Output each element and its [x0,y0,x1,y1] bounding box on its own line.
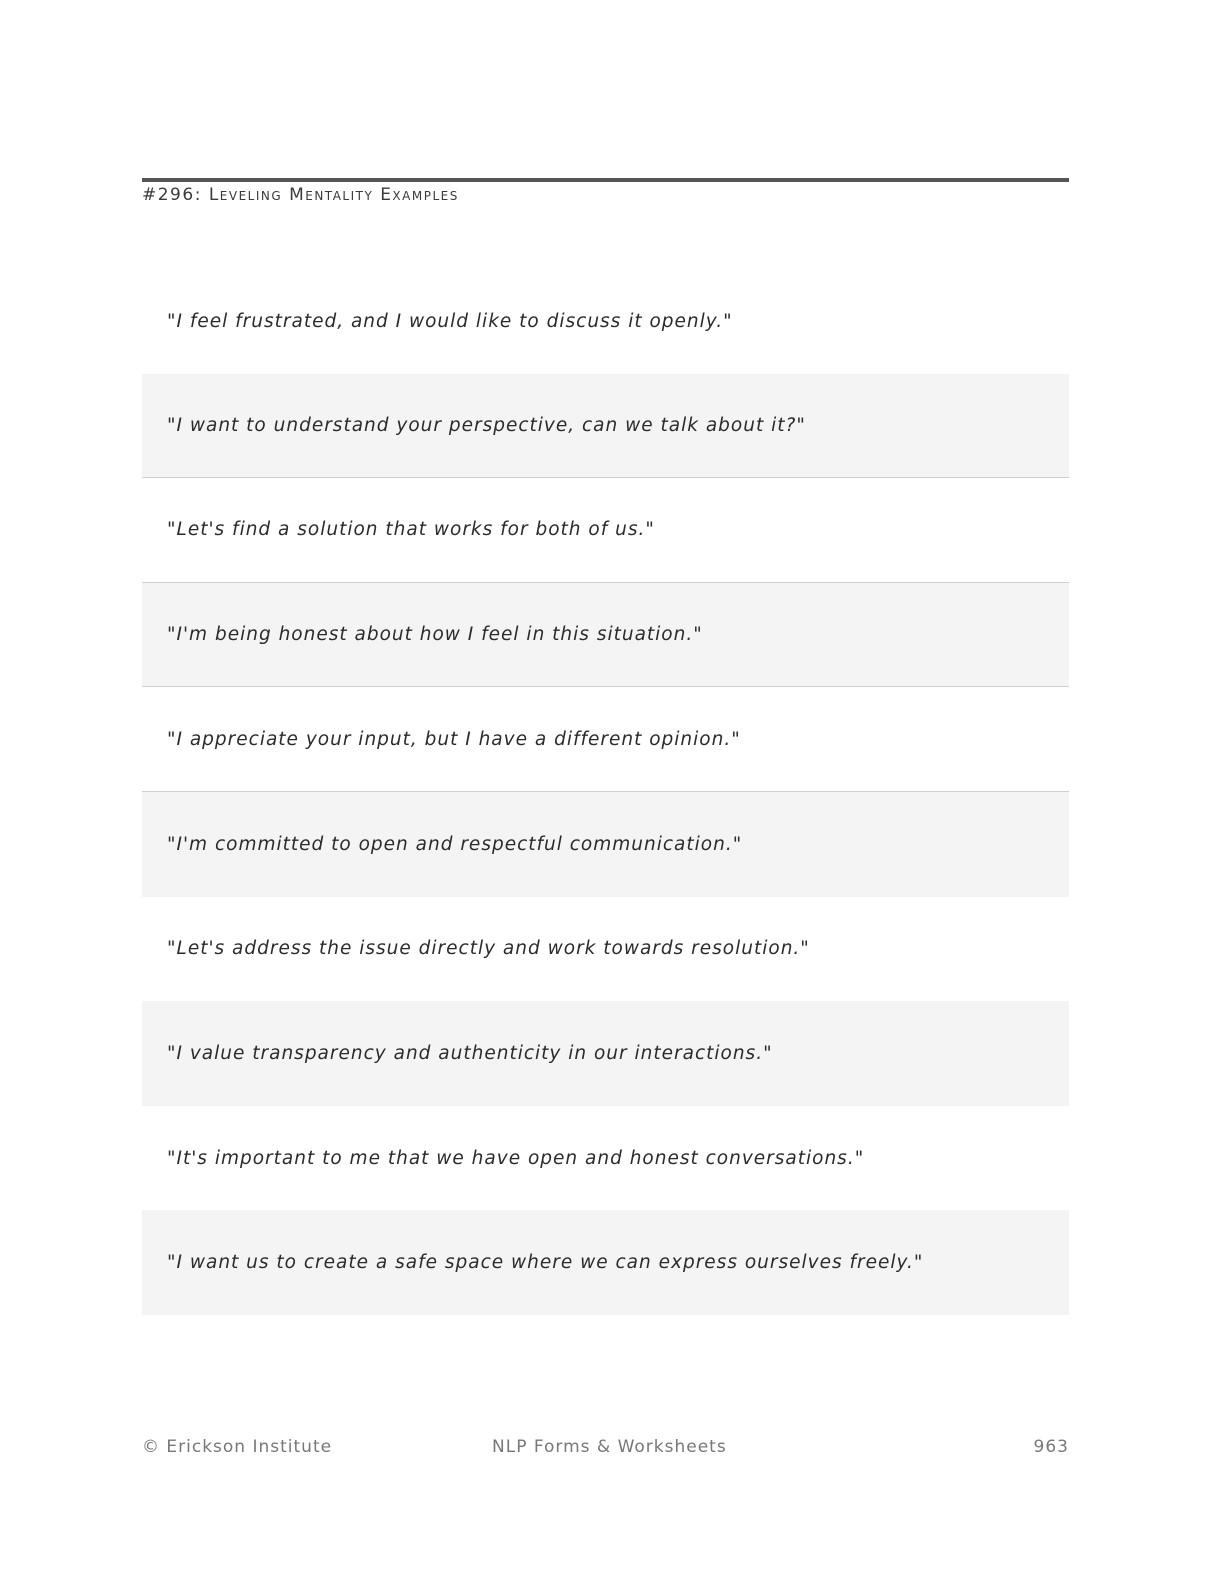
example-row [142,374,1069,479]
example-row [142,1210,1069,1315]
example-text: "I value transparency and authenticity in our interactions." [167,1042,773,1064]
footer-page-number: 963 [1033,1437,1069,1457]
footer-book-title: NLP Forms & Worksheets [492,1437,727,1457]
example-text: "Let's find a solution that works for both of us." [167,519,655,541]
example-text: "I'm committed to open and respectful communication." [167,833,743,855]
example-row [142,269,1069,374]
example-row [142,1106,1069,1211]
example-row [142,792,1069,897]
example-text: "It's important to me that we have open and honest conversations." [167,1147,865,1169]
example-text: "I appreciate your input, but I have a different opinion." [167,728,741,750]
header-rule [142,178,1069,182]
example-text: "I'm being honest about how I feel in this situation." [167,624,703,646]
example-text: "I feel frustrated, and I would like to discuss it openly." [167,310,733,332]
example-row [142,478,1069,583]
page-title: #296: Leveling Mentality Examples [142,185,459,205]
examples-list [142,269,1069,1315]
example-text: "Let's address the issue directly and work towards resolution." [167,938,810,960]
example-text: "I want to understand your perspective, can we talk about it?" [167,414,806,436]
example-row [142,897,1069,1002]
example-row [142,1001,1069,1106]
example-row [142,687,1069,792]
example-row [142,583,1069,688]
footer-copyright: © Erickson Institute [142,1437,333,1457]
example-text: "I want us to create a safe space where we can express ourselves freely." [167,1252,924,1274]
